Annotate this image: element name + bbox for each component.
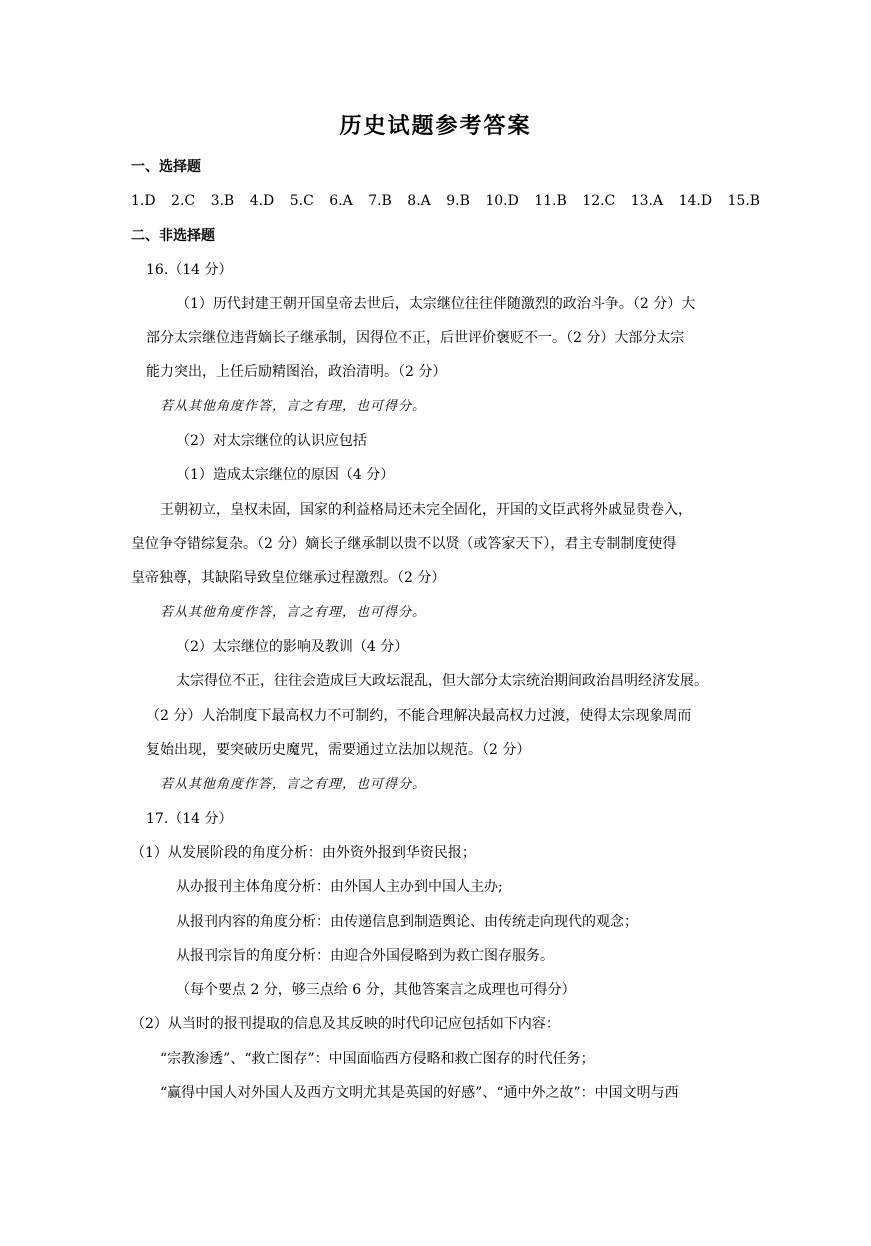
text-line: （1）造成太宗继位的原因（4 分） [176, 467, 395, 483]
answer-15: 15.B [727, 193, 761, 209]
text-line: 王朝初立，皇权未固，国家的利益格局还未完全固化，开国的文臣武将外戚显贵卷入， [160, 502, 692, 518]
question-17-header: 17.（14 分） [146, 811, 233, 827]
text-line: 皇位争夺错综复杂。（2 分）嫡长子继承制以贵不以贤（或答家天下），君主专制制度使得 [131, 536, 677, 552]
question-16-header: 16.（14 分） [146, 262, 233, 278]
answer-14: 14.D [678, 193, 713, 209]
answer-5: 5.C [289, 193, 314, 209]
text-line: （1）从发展阶段的角度分析：由外资外报到华资民报； [131, 845, 476, 861]
grading-note: 若从其他角度作答，言之有理，也可得分。 [160, 605, 427, 620]
answer-10: 10.D [485, 193, 519, 209]
section-heading-choice: 一、选择题 [131, 159, 201, 175]
answer-4: 4.D [249, 193, 275, 209]
grading-note: 若从其他角度作答，言之有理，也可得分。 [160, 399, 427, 414]
section-heading-nonchoice: 二、非选择题 [131, 228, 215, 244]
choice-answers [131, 191, 771, 211]
text-line: 太宗得位不正，往往会造成巨大政坛混乱，但大部分太宗统治期间政治昌明经济发展。 [176, 673, 708, 689]
answer-1: 1.D [131, 193, 156, 209]
answer-12: 12.C [582, 193, 616, 209]
text-line: （2）太宗继位的影响及教训（4 分） [176, 639, 409, 655]
text-line: 能力突出，上任后励精图治，政治清明。（2 分） [146, 364, 447, 380]
text-line: 复始出现，要突破历史魔咒，需要通过立法加以规范。（2 分） [146, 742, 531, 758]
answer-2: 2.C [171, 193, 196, 209]
grading-note: 若从其他角度作答，言之有理，也可得分。 [160, 777, 427, 792]
answer-9: 9.B [446, 193, 470, 209]
answer-8: 8.A [407, 193, 431, 209]
text-line: 从报刊宗旨的角度分析：由迎合外国侵略到为救亡图存服务。 [176, 948, 554, 964]
text-line: 皇帝独尊，其缺陷导致皇位继承过程激烈。（2 分） [131, 570, 446, 586]
text-line: 从办报刊主体角度分析：由外国人主办到中国人主办; [176, 879, 503, 895]
answer-3: 3.B [210, 193, 235, 209]
answer-7: 7.B [368, 193, 392, 209]
text-line: （2）从当时的报刊提取的信息及其反映的时代印记应包括如下内容： [131, 1016, 560, 1032]
answer-13: 13.A [630, 193, 664, 209]
text-line: 从报刊内容的角度分析：由传递信息到制造舆论、由传统走向现代的观念； [176, 914, 638, 930]
text-line: （2 分）人治制度下最高权力不可制约，不能合理解决最高权力过渡，使得太宗现象周而 [146, 708, 692, 724]
answer-11: 11.B [534, 193, 567, 209]
text-line: “赢得中国人对外国人及西方文明尤其是英国的好感”、“通中外之故”：中国文明与西 [160, 1085, 679, 1101]
answer-6: 6.A [329, 193, 353, 209]
text-line: （每个要点 2 分，够三点给 6 分，其他答案言之成理也可得分） [176, 982, 576, 998]
text-line: （2）对太宗继位的认识应包括 [176, 433, 367, 449]
text-line: 部分太宗继位违背嫡长子继承制，因得位不正，后世评价褒贬不一。（2 分）大部分太宗 [146, 330, 685, 346]
text-line: （1）历代封建王朝开国皇帝去世后，太宗继位往往伴随激烈的政治斗争。（2 分）大 [176, 296, 696, 312]
page-title: 历史试题参考答案 [339, 114, 532, 139]
text-line: “宗教渗透”、“救亡图存”：中国面临西方侵略和救亡图存的时代任务； [160, 1051, 595, 1067]
